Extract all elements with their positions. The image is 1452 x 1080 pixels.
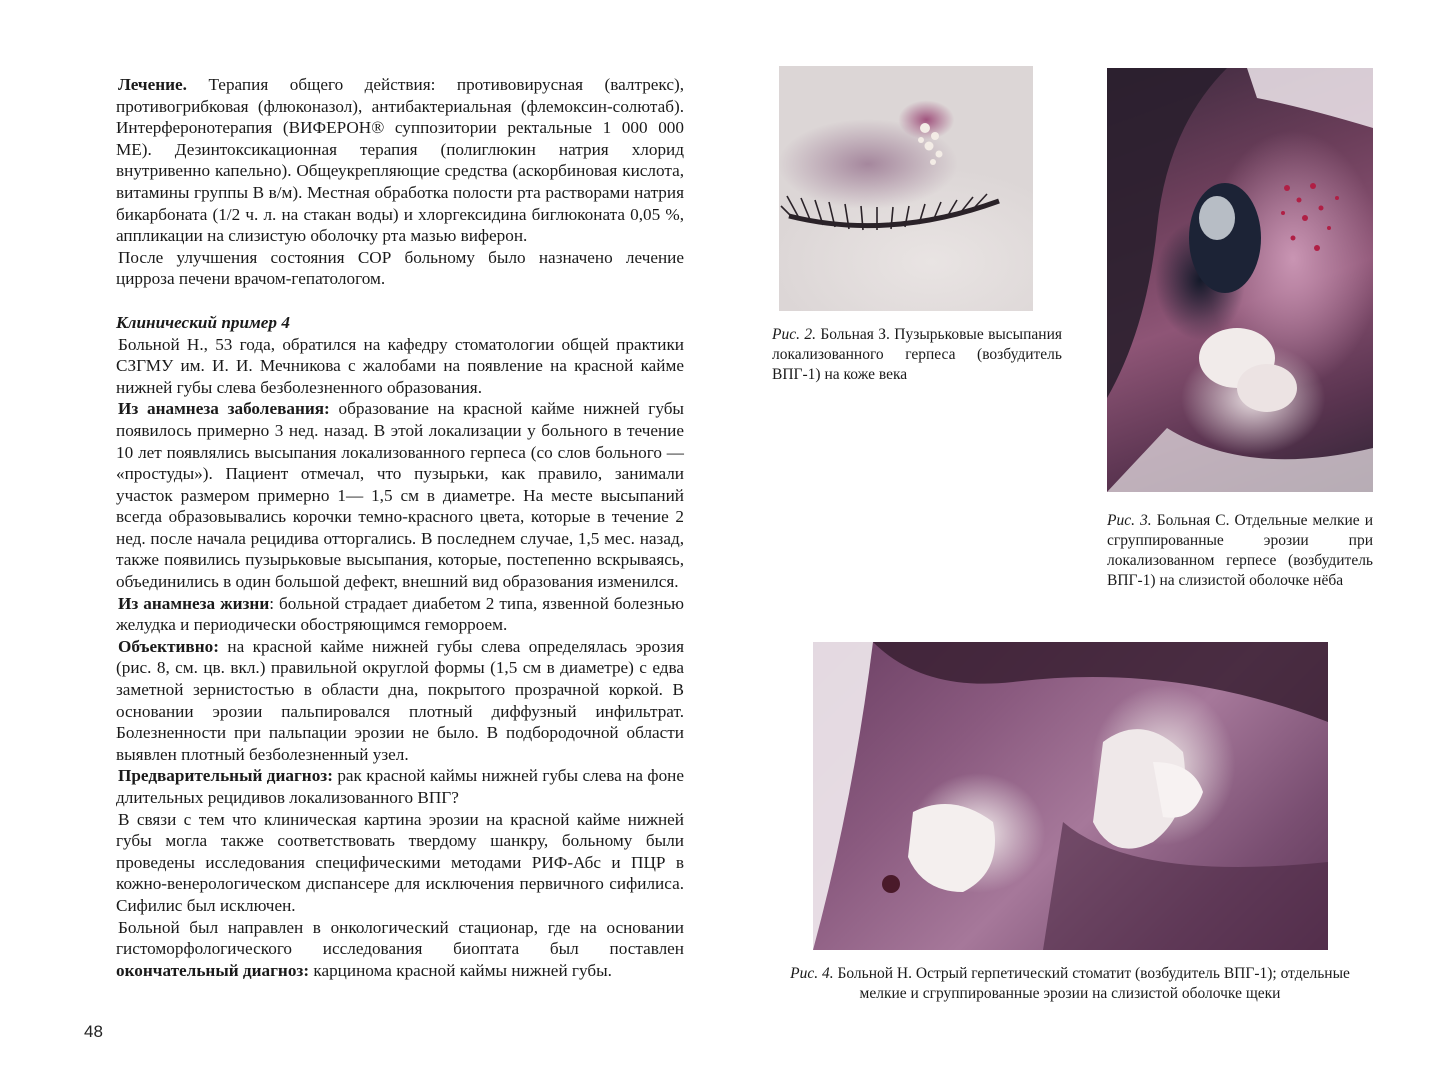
treatment-heading: Лечение. (118, 75, 187, 94)
figure-4-label: Рис. 4. (790, 965, 834, 982)
figure-2-caption (772, 325, 1062, 385)
life-history-heading: Из анамнеза жизни (118, 593, 270, 613)
preliminary-diagnosis-text: рак красной каймы нижней губы слева на фоне длительных рецидивов локализованного ВПГ? (116, 766, 684, 807)
palate-drawing (1107, 68, 1373, 492)
page-number: 48 (84, 1022, 103, 1041)
paragraph-treatment (116, 74, 684, 247)
final-diagnosis-heading: окончательный диагноз: (116, 960, 310, 980)
left-text-column (116, 74, 684, 981)
paragraph-final-diagnosis (116, 917, 684, 982)
paragraph-patient-intro (116, 334, 684, 399)
figure-2-eyelid-photo (779, 66, 1033, 311)
after-improvement-text: После улучшения состояния СОР больному было назначено лечение цирроза печени врачом-гепатологом. (116, 247, 684, 289)
final-diagnosis-tail: карцинома красной каймы нижней губы. (309, 960, 612, 980)
disease-history-heading: Из анамнеза заболевания: (118, 399, 330, 419)
clinical-example-title: Клинический пример 4 (116, 312, 290, 332)
figure-3-caption-text: Больная С. Отдельные мелкие и сгруппированные эрозии при локализованном герпесе (возбудитель ВПГ-1) на слизистой оболочке нёба (1107, 512, 1373, 589)
eyelid-drawing (779, 66, 1033, 311)
disease-history-text: образование на красной кайме нижней губы появилось примерно 3 нед. назад. В этой локализации у больного в течение 10 лет появлялись высыпания локализованного герпеса (со слов больного — «простуды»). Пациент отмечал, что пузырьки, как правило, занимали участок размером примерно 1— 1,5 см в диаметре. На месте высыпаний всегда образовывались корочки темно-красного цвета, которые в течение 2 нед. после начала рецидива отторгались. В последнем случае, 1,5 мес. назад, также появились пузырьковые высыпания, которые, постепенно вскрываясь, объединились в один большой дефект, внешний вид образования изменился. (116, 399, 684, 592)
paragraph-disease-history (116, 398, 684, 592)
figure-3-label: Рис. 3. (1107, 512, 1152, 529)
patient-intro-text: Больной Н., 53 года, обратился на кафедру стоматологии общей практики СЗГМУ им. И. И. Мечникова с жалобами на появление на красной кайме нижней губы слева безболезненного образования. (116, 334, 684, 397)
paragraph-preliminary-diagnosis (116, 765, 684, 808)
paragraph-syphilis-exclusion (116, 809, 684, 917)
figure-4-cheek-photo (813, 642, 1328, 950)
paragraph-objective (116, 636, 684, 766)
objective-heading: Объективно: (118, 636, 219, 656)
cheek-drawing (813, 642, 1328, 950)
treatment-text: Терапия общего действия: противовирусная (валтрекс), противогрибковая (флюконазол), антибактериальная (флемоксин-солютаб). Интерферонотерапия (ВИФЕРОН® суппозитории ректальные 1 000 000 МЕ). Дезинтоксикационная терапия (полиглюкин натрия хлорид внутривенно капельно). Общеукрепляющие средства (аскорбиновая кислота, витамины группы В в/м). Местная обработка полости рта растворами натрия бикарбоната (1/2 ч. л. на стакан воды) и хлоргексидина биглюконата 0,05 %, аппликации на слизистую оболочку рта мазью виферон. (116, 75, 684, 246)
preliminary-diagnosis-heading: Предварительный диагноз: (118, 766, 333, 786)
figure-3-palate-photo (1107, 68, 1373, 492)
figure-4-caption (765, 964, 1375, 1004)
final-diagnosis-text: Больной был направлен в онкологический стационар, где на основании гистоморфологического исследования биоптата был поставлен (116, 917, 684, 959)
figure-2-caption-text: Больная З. Пузырьковые высыпания локализованного герпеса (возбудитель ВПГ-1) на коже века (772, 326, 1062, 383)
paragraph-after-improvement (116, 247, 684, 290)
figure-4-caption-text: Больной Н. Острый герпетический стоматит (возбудитель ВПГ-1); отдельные мелкие и сгруппированные эрозии на слизистой оболочке щеки (833, 965, 1350, 1002)
figure-3-caption (1107, 511, 1373, 591)
life-history-text: : больной страдает диабетом 2 типа, язвенной болезнью желудка и периодически обостряющимся геморроем. (116, 593, 684, 635)
objective-text: на красной кайме нижней губы слева определялась эрозия (рис. 8, см. цв. вкл.) правильной округлой формы (1,5 см в диаметре) с едва заметной зернистостью в области дна, покрытого прозрачной коркой. В основании эрозии пальпировался плотный диффузный инфильтрат. Болезненности при пальпации эрозии не было. В подбородочной области выявлен плотный безболезненный узел. (116, 636, 684, 764)
syphilis-exclusion-text: В связи с тем что клиническая картина эрозии на красной кайме нижней губы могла также соответствовать твердому шанкру, больному были проведены исследования специфическими методами РИФ-Абс и ПЦР в кожно-венерологическом диспансере для исключения первичного сифилиса. Сифилис был исключен. (116, 809, 684, 915)
paragraph-life-history (116, 593, 684, 636)
figure-2-label: Рис. 2. (772, 326, 816, 343)
